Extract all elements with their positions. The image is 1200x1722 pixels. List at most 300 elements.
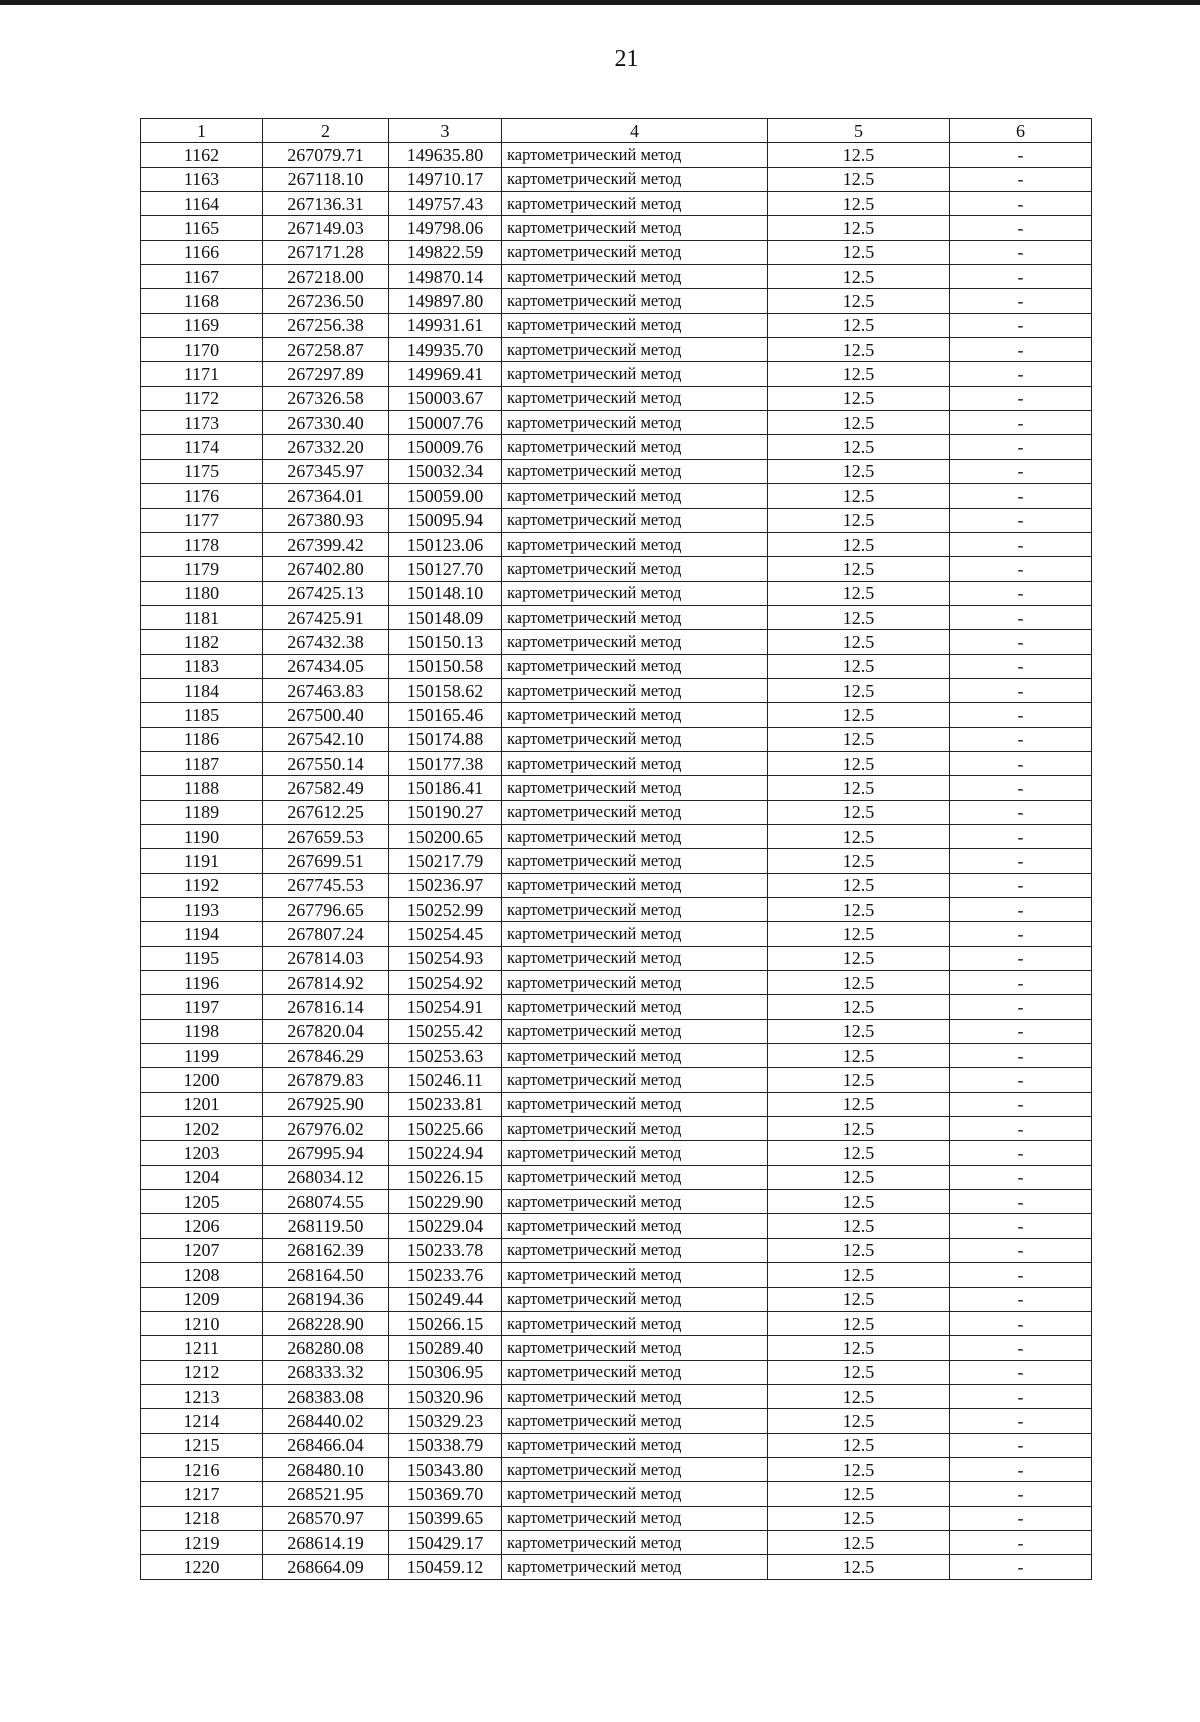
y-coordinate-cell: 150059.00 <box>389 484 502 508</box>
method-cell: картометрический метод <box>502 922 768 946</box>
x-coordinate-cell: 267236.50 <box>263 289 389 313</box>
y-coordinate-cell: 150252.99 <box>389 898 502 922</box>
accuracy-cell: 12.5 <box>768 1165 950 1189</box>
table-row <box>141 532 1092 556</box>
y-coordinate-cell: 150226.15 <box>389 1165 502 1189</box>
y-coordinate-cell: 150255.42 <box>389 1019 502 1043</box>
table-row <box>141 1092 1092 1116</box>
x-coordinate-cell: 267796.65 <box>263 898 389 922</box>
accuracy-cell: 12.5 <box>768 508 950 532</box>
description-cell: - <box>950 946 1092 970</box>
y-coordinate-cell: 150254.93 <box>389 946 502 970</box>
point-number-cell: 1168 <box>141 289 263 313</box>
x-coordinate-cell: 267345.97 <box>263 459 389 483</box>
table-row <box>141 1409 1092 1433</box>
method-cell: картометрический метод <box>502 1214 768 1238</box>
method-cell: картометрический метод <box>502 995 768 1019</box>
table-row <box>141 703 1092 727</box>
x-coordinate-cell: 267995.94 <box>263 1141 389 1165</box>
x-coordinate-cell: 267816.14 <box>263 995 389 1019</box>
x-coordinate-cell: 267297.89 <box>263 362 389 386</box>
y-coordinate-cell: 150165.46 <box>389 703 502 727</box>
table-row <box>141 581 1092 605</box>
accuracy-cell: 12.5 <box>768 1238 950 1262</box>
y-coordinate-cell: 150007.76 <box>389 411 502 435</box>
y-coordinate-cell: 149635.80 <box>389 143 502 167</box>
column-header-4: 4 <box>502 119 768 143</box>
y-coordinate-cell: 150148.09 <box>389 605 502 629</box>
description-cell: - <box>950 459 1092 483</box>
table-row <box>141 630 1092 654</box>
y-coordinate-cell: 150254.92 <box>389 971 502 995</box>
point-number-cell: 1167 <box>141 265 263 289</box>
table-row <box>141 289 1092 313</box>
point-number-cell: 1170 <box>141 338 263 362</box>
point-number-cell: 1212 <box>141 1360 263 1384</box>
method-cell: картометрический метод <box>502 703 768 727</box>
point-number-cell: 1172 <box>141 386 263 410</box>
accuracy-cell: 12.5 <box>768 1263 950 1287</box>
table-row <box>141 1141 1092 1165</box>
method-cell: картометрический метод <box>502 508 768 532</box>
method-cell: картометрический метод <box>502 1092 768 1116</box>
column-header-2: 2 <box>263 119 389 143</box>
table-row <box>141 1287 1092 1311</box>
point-number-cell: 1166 <box>141 240 263 264</box>
table-row <box>141 435 1092 459</box>
accuracy-cell: 12.5 <box>768 1360 950 1384</box>
x-coordinate-cell: 267550.14 <box>263 751 389 775</box>
method-cell: картометрический метод <box>502 873 768 897</box>
x-coordinate-cell: 267925.90 <box>263 1092 389 1116</box>
y-coordinate-cell: 150225.66 <box>389 1117 502 1141</box>
point-number-cell: 1187 <box>141 751 263 775</box>
description-cell: - <box>950 1506 1092 1530</box>
accuracy-cell: 12.5 <box>768 240 950 264</box>
point-number-cell: 1181 <box>141 605 263 629</box>
top-border-rule <box>0 0 1200 5</box>
accuracy-cell: 12.5 <box>768 484 950 508</box>
y-coordinate-cell: 149897.80 <box>389 289 502 313</box>
description-cell: - <box>950 971 1092 995</box>
description-cell: - <box>950 289 1092 313</box>
y-coordinate-cell: 150229.04 <box>389 1214 502 1238</box>
point-number-cell: 1177 <box>141 508 263 532</box>
table-row <box>141 1165 1092 1189</box>
x-coordinate-cell: 267380.93 <box>263 508 389 532</box>
description-cell: - <box>950 338 1092 362</box>
table-row <box>141 654 1092 678</box>
table-row <box>141 922 1092 946</box>
y-coordinate-cell: 150399.65 <box>389 1506 502 1530</box>
method-cell: картометрический метод <box>502 898 768 922</box>
point-number-cell: 1185 <box>141 703 263 727</box>
x-coordinate-cell: 267542.10 <box>263 727 389 751</box>
accuracy-cell: 12.5 <box>768 1311 950 1335</box>
table-row <box>141 873 1092 897</box>
description-cell: - <box>950 1190 1092 1214</box>
y-coordinate-cell: 150186.41 <box>389 776 502 800</box>
description-cell: - <box>950 703 1092 727</box>
table-row <box>141 1360 1092 1384</box>
page-number: 21 <box>614 46 639 72</box>
accuracy-cell: 12.5 <box>768 995 950 1019</box>
description-cell: - <box>950 435 1092 459</box>
point-number-cell: 1220 <box>141 1555 263 1579</box>
description-cell: - <box>950 240 1092 264</box>
x-coordinate-cell: 267149.03 <box>263 216 389 240</box>
table-row <box>141 1311 1092 1335</box>
accuracy-cell: 12.5 <box>768 581 950 605</box>
table-row <box>141 240 1092 264</box>
y-coordinate-cell: 150266.15 <box>389 1311 502 1335</box>
x-coordinate-cell: 267171.28 <box>263 240 389 264</box>
point-number-cell: 1175 <box>141 459 263 483</box>
description-cell: - <box>950 143 1092 167</box>
accuracy-cell: 12.5 <box>768 143 950 167</box>
description-cell: - <box>950 216 1092 240</box>
point-number-cell: 1169 <box>141 313 263 337</box>
method-cell: картометрический метод <box>502 362 768 386</box>
x-coordinate-cell: 268440.02 <box>263 1409 389 1433</box>
method-cell: картометрический метод <box>502 216 768 240</box>
x-coordinate-cell: 268664.09 <box>263 1555 389 1579</box>
point-number-cell: 1163 <box>141 167 263 191</box>
x-coordinate-cell: 267976.02 <box>263 1117 389 1141</box>
description-cell: - <box>950 265 1092 289</box>
x-coordinate-cell: 268333.32 <box>263 1360 389 1384</box>
y-coordinate-cell: 150254.91 <box>389 995 502 1019</box>
x-coordinate-cell: 268383.08 <box>263 1384 389 1408</box>
y-coordinate-cell: 150253.63 <box>389 1044 502 1068</box>
table-row <box>141 727 1092 751</box>
description-cell: - <box>950 1141 1092 1165</box>
method-cell: картометрический метод <box>502 849 768 873</box>
method-cell: картометрический метод <box>502 1482 768 1506</box>
description-cell: - <box>950 1530 1092 1554</box>
accuracy-cell: 12.5 <box>768 922 950 946</box>
accuracy-cell: 12.5 <box>768 1019 950 1043</box>
y-coordinate-cell: 150229.90 <box>389 1190 502 1214</box>
point-number-cell: 1210 <box>141 1311 263 1335</box>
point-number-cell: 1188 <box>141 776 263 800</box>
accuracy-cell: 12.5 <box>768 1214 950 1238</box>
x-coordinate-cell: 267432.38 <box>263 630 389 654</box>
point-number-cell: 1184 <box>141 678 263 702</box>
method-cell: картометрический метод <box>502 192 768 216</box>
y-coordinate-cell: 150217.79 <box>389 849 502 873</box>
accuracy-cell: 12.5 <box>768 192 950 216</box>
x-coordinate-cell: 267659.53 <box>263 824 389 848</box>
description-cell: - <box>950 411 1092 435</box>
table-row <box>141 1044 1092 1068</box>
method-cell: картометрический метод <box>502 1287 768 1311</box>
accuracy-cell: 12.5 <box>768 1068 950 1092</box>
point-number-cell: 1198 <box>141 1019 263 1043</box>
accuracy-cell: 12.5 <box>768 1287 950 1311</box>
method-cell: картометрический метод <box>502 265 768 289</box>
y-coordinate-cell: 150459.12 <box>389 1555 502 1579</box>
y-coordinate-cell: 150289.40 <box>389 1336 502 1360</box>
point-number-cell: 1178 <box>141 532 263 556</box>
table-row <box>141 362 1092 386</box>
method-cell: картометрический метод <box>502 971 768 995</box>
x-coordinate-cell: 267879.83 <box>263 1068 389 1092</box>
description-cell: - <box>950 1457 1092 1481</box>
point-number-cell: 1191 <box>141 849 263 873</box>
description-cell: - <box>950 1482 1092 1506</box>
method-cell: картометрический метод <box>502 143 768 167</box>
x-coordinate-cell: 267364.01 <box>263 484 389 508</box>
y-coordinate-cell: 149798.06 <box>389 216 502 240</box>
method-cell: картометрический метод <box>502 1457 768 1481</box>
method-cell: картометрический метод <box>502 605 768 629</box>
description-cell: - <box>950 557 1092 581</box>
point-number-cell: 1173 <box>141 411 263 435</box>
accuracy-cell: 12.5 <box>768 167 950 191</box>
accuracy-cell: 12.5 <box>768 362 950 386</box>
description-cell: - <box>950 1336 1092 1360</box>
accuracy-cell: 12.5 <box>768 1141 950 1165</box>
description-cell: - <box>950 1044 1092 1068</box>
description-cell: - <box>950 654 1092 678</box>
method-cell: картометрический метод <box>502 581 768 605</box>
table-row <box>141 1214 1092 1238</box>
y-coordinate-cell: 150224.94 <box>389 1141 502 1165</box>
x-coordinate-cell: 267846.29 <box>263 1044 389 1068</box>
table-body <box>141 143 1092 1579</box>
y-coordinate-cell: 150174.88 <box>389 727 502 751</box>
point-number-cell: 1217 <box>141 1482 263 1506</box>
accuracy-cell: 12.5 <box>768 313 950 337</box>
point-number-cell: 1165 <box>141 216 263 240</box>
accuracy-cell: 12.5 <box>768 873 950 897</box>
method-cell: картометрический метод <box>502 1409 768 1433</box>
description-cell: - <box>950 727 1092 751</box>
description-cell: - <box>950 824 1092 848</box>
accuracy-cell: 12.5 <box>768 605 950 629</box>
accuracy-cell: 12.5 <box>768 727 950 751</box>
description-cell: - <box>950 800 1092 824</box>
x-coordinate-cell: 267258.87 <box>263 338 389 362</box>
column-header-6: 6 <box>950 119 1092 143</box>
table-row <box>141 313 1092 337</box>
accuracy-cell: 12.5 <box>768 898 950 922</box>
accuracy-cell: 12.5 <box>768 338 950 362</box>
x-coordinate-cell: 268521.95 <box>263 1482 389 1506</box>
method-cell: картометрический метод <box>502 824 768 848</box>
x-coordinate-cell: 268034.12 <box>263 1165 389 1189</box>
description-cell: - <box>950 362 1092 386</box>
accuracy-cell: 12.5 <box>768 459 950 483</box>
accuracy-cell: 12.5 <box>768 630 950 654</box>
column-header-5: 5 <box>768 119 950 143</box>
method-cell: картометрический метод <box>502 386 768 410</box>
point-number-cell: 1192 <box>141 873 263 897</box>
accuracy-cell: 12.5 <box>768 1433 950 1457</box>
column-header-3: 3 <box>389 119 502 143</box>
description-cell: - <box>950 192 1092 216</box>
x-coordinate-cell: 268480.10 <box>263 1457 389 1481</box>
y-coordinate-cell: 150233.78 <box>389 1238 502 1262</box>
table-row <box>141 1019 1092 1043</box>
table-row <box>141 1433 1092 1457</box>
accuracy-cell: 12.5 <box>768 1092 950 1116</box>
table-row <box>141 216 1092 240</box>
x-coordinate-cell: 267814.92 <box>263 971 389 995</box>
y-coordinate-cell: 150249.44 <box>389 1287 502 1311</box>
point-number-cell: 1200 <box>141 1068 263 1092</box>
accuracy-cell: 12.5 <box>768 776 950 800</box>
y-coordinate-cell: 150127.70 <box>389 557 502 581</box>
accuracy-cell: 12.5 <box>768 654 950 678</box>
method-cell: картометрический метод <box>502 630 768 654</box>
description-cell: - <box>950 1117 1092 1141</box>
point-number-cell: 1174 <box>141 435 263 459</box>
y-coordinate-cell: 150369.70 <box>389 1482 502 1506</box>
method-cell: картометрический метод <box>502 1530 768 1554</box>
description-cell: - <box>950 313 1092 337</box>
method-cell: картометрический метод <box>502 289 768 313</box>
accuracy-cell: 12.5 <box>768 1506 950 1530</box>
description-cell: - <box>950 1263 1092 1287</box>
x-coordinate-cell: 268194.36 <box>263 1287 389 1311</box>
x-coordinate-cell: 267218.00 <box>263 265 389 289</box>
table-row <box>141 898 1092 922</box>
description-cell: - <box>950 776 1092 800</box>
table-row <box>141 1555 1092 1579</box>
method-cell: картометрический метод <box>502 338 768 362</box>
y-coordinate-cell: 150246.11 <box>389 1068 502 1092</box>
accuracy-cell: 12.5 <box>768 1482 950 1506</box>
x-coordinate-cell: 267820.04 <box>263 1019 389 1043</box>
point-number-cell: 1204 <box>141 1165 263 1189</box>
y-coordinate-cell: 150429.17 <box>389 1530 502 1554</box>
method-cell: картометрический метод <box>502 1238 768 1262</box>
table-row <box>141 824 1092 848</box>
point-number-cell: 1218 <box>141 1506 263 1530</box>
accuracy-cell: 12.5 <box>768 751 950 775</box>
method-cell: картометрический метод <box>502 1141 768 1165</box>
x-coordinate-cell: 267699.51 <box>263 849 389 873</box>
y-coordinate-cell: 150009.76 <box>389 435 502 459</box>
y-coordinate-cell: 150236.97 <box>389 873 502 897</box>
accuracy-cell: 12.5 <box>768 1555 950 1579</box>
point-number-cell: 1203 <box>141 1141 263 1165</box>
method-cell: картометрический метод <box>502 1117 768 1141</box>
x-coordinate-cell: 267434.05 <box>263 654 389 678</box>
method-cell: картометрический метод <box>502 751 768 775</box>
accuracy-cell: 12.5 <box>768 411 950 435</box>
accuracy-cell: 12.5 <box>768 557 950 581</box>
method-cell: картометрический метод <box>502 1384 768 1408</box>
table-row <box>141 1336 1092 1360</box>
description-cell: - <box>950 1384 1092 1408</box>
method-cell: картометрический метод <box>502 1019 768 1043</box>
method-cell: картометрический метод <box>502 1555 768 1579</box>
x-coordinate-cell: 268162.39 <box>263 1238 389 1262</box>
method-cell: картометрический метод <box>502 1311 768 1335</box>
y-coordinate-cell: 150095.94 <box>389 508 502 532</box>
y-coordinate-cell: 150233.81 <box>389 1092 502 1116</box>
point-number-cell: 1179 <box>141 557 263 581</box>
table-row <box>141 800 1092 824</box>
table-row <box>141 411 1092 435</box>
accuracy-cell: 12.5 <box>768 946 950 970</box>
accuracy-cell: 12.5 <box>768 386 950 410</box>
point-number-cell: 1197 <box>141 995 263 1019</box>
description-cell: - <box>950 630 1092 654</box>
y-coordinate-cell: 149931.61 <box>389 313 502 337</box>
coordinates-table <box>140 118 1092 1580</box>
accuracy-cell: 12.5 <box>768 1336 950 1360</box>
x-coordinate-cell: 267330.40 <box>263 411 389 435</box>
table-row <box>141 849 1092 873</box>
y-coordinate-cell: 149757.43 <box>389 192 502 216</box>
y-coordinate-cell: 149710.17 <box>389 167 502 191</box>
table-row <box>141 1238 1092 1262</box>
table-row <box>141 1117 1092 1141</box>
table-row <box>141 557 1092 581</box>
column-header-1: 1 <box>141 119 263 143</box>
description-cell: - <box>950 532 1092 556</box>
method-cell: картометрический метод <box>502 1360 768 1384</box>
method-cell: картометрический метод <box>502 557 768 581</box>
method-cell: картометрический метод <box>502 1433 768 1457</box>
y-coordinate-cell: 150338.79 <box>389 1433 502 1457</box>
x-coordinate-cell: 267332.20 <box>263 435 389 459</box>
table-row <box>141 1457 1092 1481</box>
point-number-cell: 1189 <box>141 800 263 824</box>
table-row <box>141 1384 1092 1408</box>
accuracy-cell: 12.5 <box>768 971 950 995</box>
x-coordinate-cell: 267118.10 <box>263 167 389 191</box>
y-coordinate-cell: 150148.10 <box>389 581 502 605</box>
x-coordinate-cell: 267425.13 <box>263 581 389 605</box>
point-number-cell: 1164 <box>141 192 263 216</box>
table-row <box>141 167 1092 191</box>
table-row <box>141 143 1092 167</box>
method-cell: картометрический метод <box>502 459 768 483</box>
y-coordinate-cell: 149870.14 <box>389 265 502 289</box>
description-cell: - <box>950 1214 1092 1238</box>
description-cell: - <box>950 1360 1092 1384</box>
description-cell: - <box>950 1555 1092 1579</box>
method-cell: картометрический метод <box>502 654 768 678</box>
y-coordinate-cell: 150150.13 <box>389 630 502 654</box>
point-number-cell: 1207 <box>141 1238 263 1262</box>
method-cell: картометрический метод <box>502 727 768 751</box>
y-coordinate-cell: 150320.96 <box>389 1384 502 1408</box>
method-cell: картометрический метод <box>502 800 768 824</box>
description-cell: - <box>950 1068 1092 1092</box>
description-cell: - <box>950 1287 1092 1311</box>
x-coordinate-cell: 267745.53 <box>263 873 389 897</box>
description-cell: - <box>950 1092 1092 1116</box>
x-coordinate-cell: 268074.55 <box>263 1190 389 1214</box>
x-coordinate-cell: 267326.58 <box>263 386 389 410</box>
point-number-cell: 1183 <box>141 654 263 678</box>
table-row <box>141 678 1092 702</box>
accuracy-cell: 12.5 <box>768 1530 950 1554</box>
table-row <box>141 386 1092 410</box>
method-cell: картометрический метод <box>502 776 768 800</box>
description-cell: - <box>950 751 1092 775</box>
accuracy-cell: 12.5 <box>768 824 950 848</box>
point-number-cell: 1180 <box>141 581 263 605</box>
point-number-cell: 1190 <box>141 824 263 848</box>
x-coordinate-cell: 268466.04 <box>263 1433 389 1457</box>
